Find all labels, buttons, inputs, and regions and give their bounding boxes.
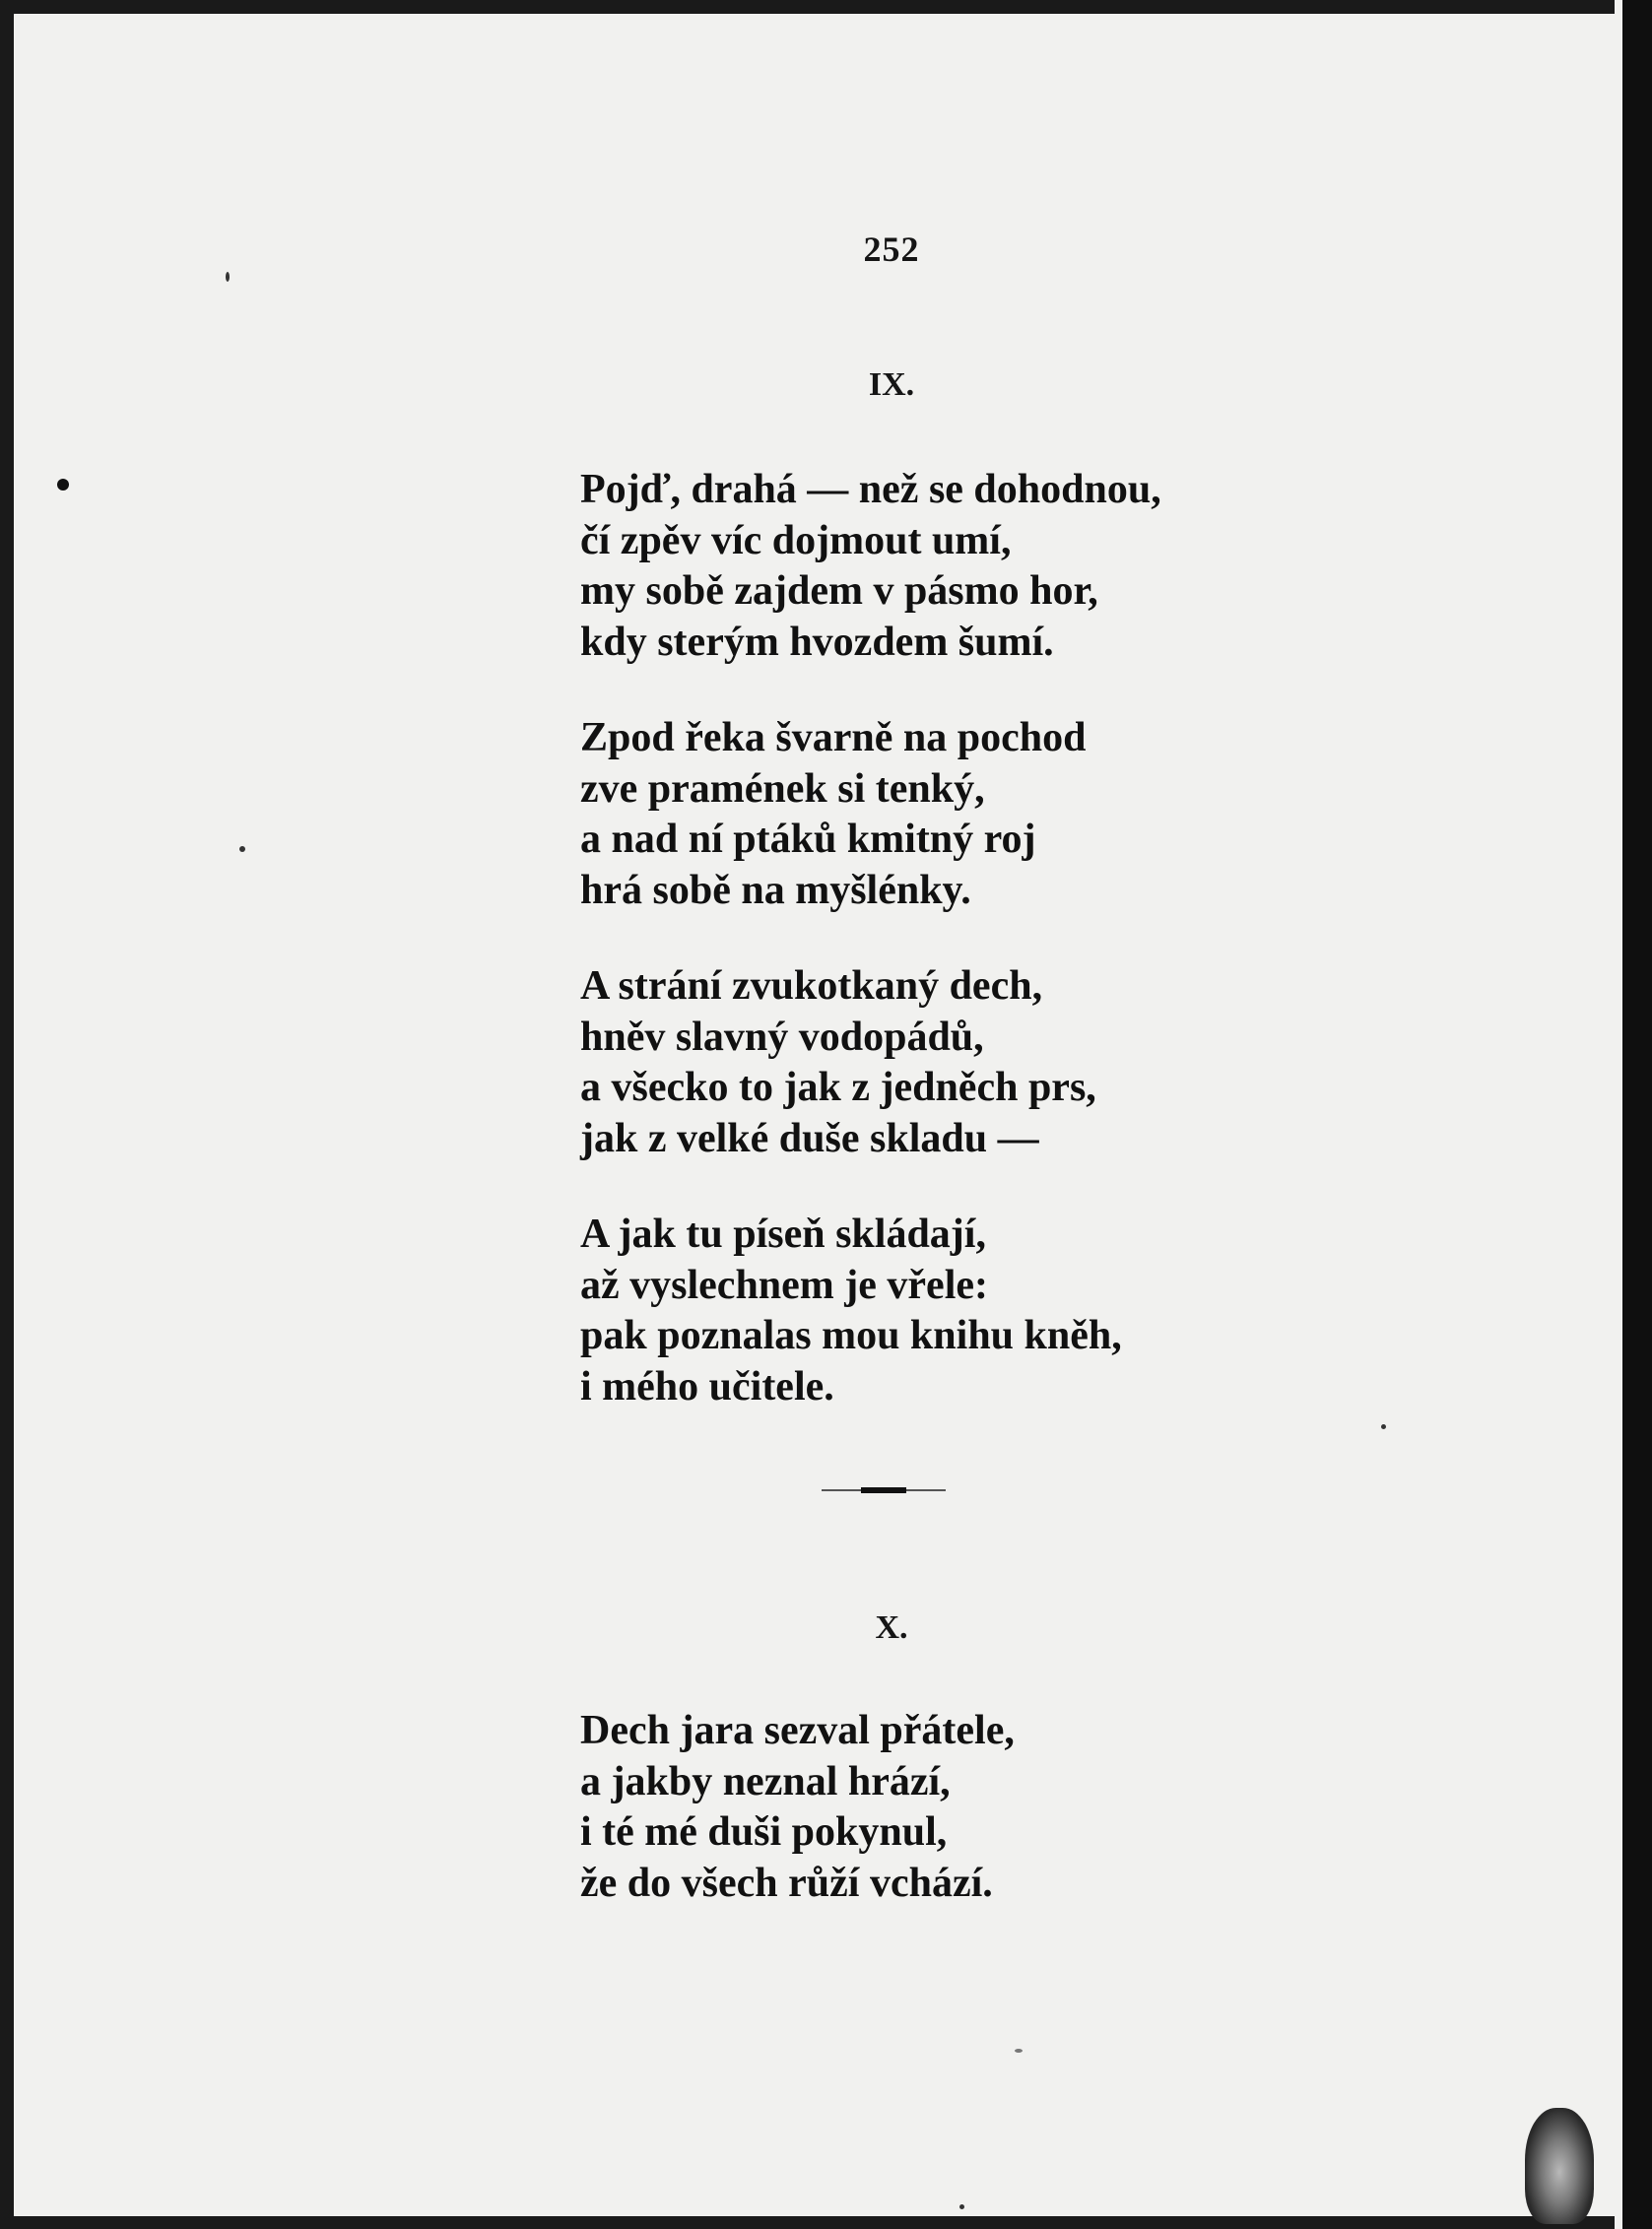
scan-speck (959, 2204, 964, 2209)
page-number: 252 (863, 229, 920, 269)
poem-x (580, 1706, 1329, 1954)
verse-line: Pojď, drahá — než se dohodnou, (580, 467, 1161, 512)
verse-line: jak z velké duše skladu — (580, 1115, 1039, 1161)
verse-line: zve pramének si tenký, (580, 765, 985, 812)
verse-line: hrá sobě na myšlénky. (580, 867, 971, 913)
scan-speck (226, 272, 230, 282)
divider-center-bar (861, 1487, 906, 1493)
stanza (580, 961, 1329, 1164)
verse-line: my sobě zajdem v pásmo hor, (580, 568, 1098, 614)
stanza (580, 465, 1329, 668)
verse-line: hněv slavný vodopádů, (580, 1014, 984, 1060)
scan-border (1622, 0, 1652, 2229)
verse-line: čí zpěv víc dojmout umí, (580, 517, 1012, 563)
verse-line: Zpod řeka švarně na pochod (580, 715, 1087, 760)
verse-line: a všecko to jak z jedněch prs, (580, 1065, 1096, 1110)
section-numeral-ix: IX. (868, 366, 915, 403)
verse-line: kdy sterým hvozdem šumí. (580, 619, 1054, 665)
verse-line: i té mé duši pokynul, (580, 1809, 948, 1855)
divider-line-left (822, 1489, 861, 1491)
stanza (580, 1210, 1329, 1412)
verse-line: až vyslechnem je vřele: (580, 1262, 988, 1308)
section-divider-ornament (822, 1487, 946, 1493)
verse-line: A jak tu píseň skládají, (580, 1212, 986, 1257)
stanza (580, 713, 1329, 916)
scan-speck (239, 846, 245, 852)
book-page (14, 14, 1615, 2216)
ink-blot (1525, 2108, 1594, 2224)
verse-line: a jakby neznal hrází, (580, 1758, 951, 1804)
verse-line: že do všech růží vchází. (580, 1860, 993, 1906)
scan-speck (1015, 2049, 1023, 2053)
verse-line: a nad ní ptáků kmitný roj (580, 817, 1036, 862)
verse-line: Dech jara sezval přátele, (580, 1708, 1015, 1753)
section-numeral-x: X. (875, 1609, 908, 1646)
verse-line: A strání zvukotkaný dech, (580, 963, 1043, 1009)
page-edge-strip (1615, 0, 1622, 2229)
scan-speck (1381, 1424, 1386, 1429)
verse-line: pak poznalas mou knihu kněh, (580, 1313, 1122, 1358)
stanza (580, 1706, 1329, 1909)
verse-line: i mého učitele. (580, 1363, 834, 1410)
scan-speck (57, 479, 69, 491)
poem-ix (580, 465, 1329, 1458)
divider-line-right (906, 1489, 946, 1491)
